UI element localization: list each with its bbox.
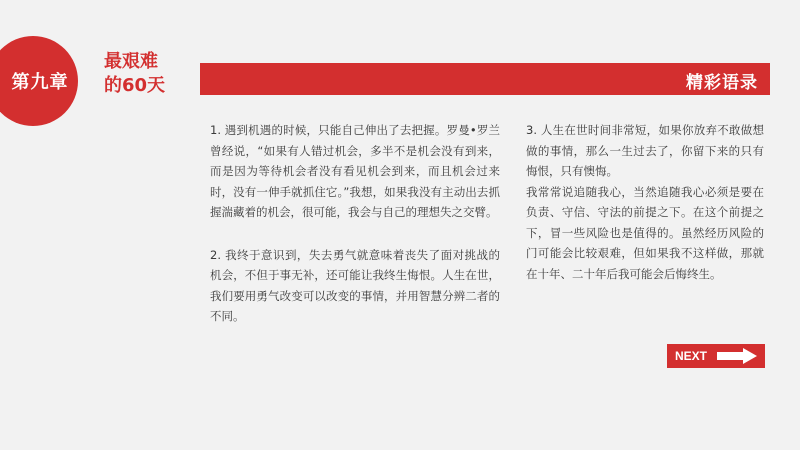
banner-title: 精彩语录 [686,73,758,93]
quote-column-left [210,120,500,349]
next-label: NEXT [675,349,708,363]
chapter-label: 第九章 [11,72,69,93]
section-banner [200,63,770,95]
quote-column-right [526,120,764,284]
chapter-subtitle [104,50,184,98]
arrow-right-icon [715,347,759,365]
chapter-badge [0,36,78,126]
subtitle-line-2: 的60天 [104,75,166,96]
quote-paragraph-2: 2. 我终于意识到，失去勇气就意味着丧失了面对挑战的机会，不但于事无补，还可能让我终生悔恨。人生在世，我们要用勇气改变可以改变的事情，并用智慧分辨二者的不同。 [210,247,500,323]
next-button[interactable] [667,344,765,368]
subtitle-line-1: 最艰难 [104,51,158,72]
quote-paragraph-3: 3. 人生在世时间非常短，如果你放弃不敢做想做的事情，那么一生过去了，你留下来的只有悔恨，只有懊悔。 [526,123,764,178]
quote-paragraph-4: 我常常说追随我心，当然追随我心必须是要在负责、守信、守法的前提之下。在这个前提之下，冒一些风险也是值得的。虽然经历风险的门可能会比较艰难，但如果我不这样做，那就在十年、二十年后我可能会后悔终生。 [526,184,764,281]
quote-paragraph-1: 1. 遇到机遇的时候，只能自己伸出了去把握。罗曼•罗兰曾经说，“如果有人错过机会，多半不是机会没有到来，而是因为等待机会者没有看见机会到来，而且机会过来时，没有一伸手就抓住它。”我想，如果我没有主动出去抓握湍藏着的机会，很可能，我会与自己的理想失之交臂。 [210,123,500,219]
